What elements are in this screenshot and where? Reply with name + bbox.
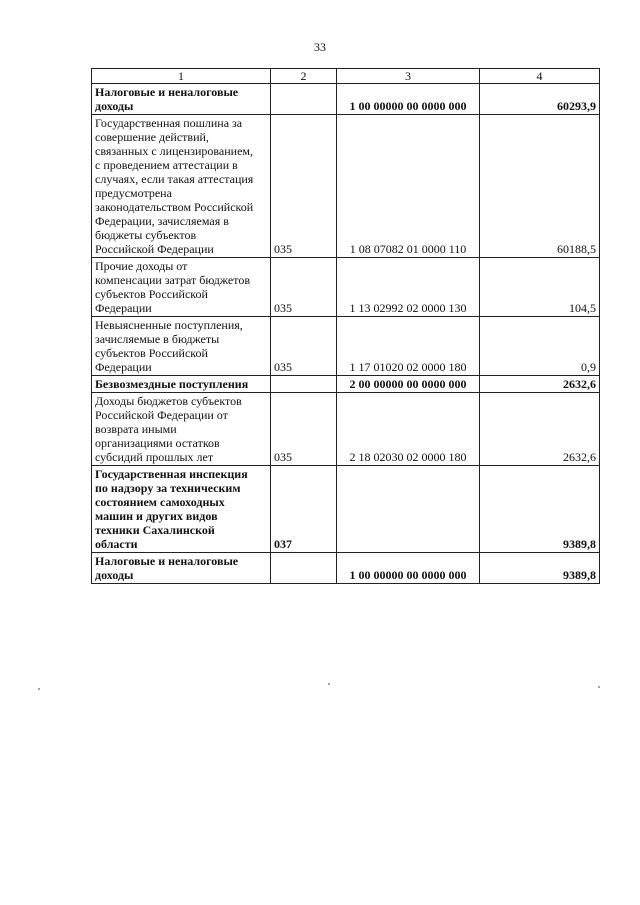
revenue-name-line: субъектов Российской <box>95 346 208 360</box>
classification-code-cell: 1 00 00000 00 0000 000 <box>337 84 480 115</box>
table-header-row <box>92 69 600 84</box>
administrator-code-cell <box>271 84 337 115</box>
classification-code-cell: 1 17 01020 02 0000 180 <box>337 317 480 376</box>
revenue-name-line: Федерации <box>95 360 152 374</box>
table-row <box>92 84 600 115</box>
administrator-code-cell <box>271 376 337 393</box>
table-row <box>92 553 600 584</box>
revenue-name-line: машин и других видов <box>95 509 218 523</box>
table-row <box>92 258 600 317</box>
administrator-code-cell: 035 <box>271 258 337 317</box>
amount-cell: 60293,9 <box>480 84 600 115</box>
table-body <box>92 84 600 584</box>
revenue-name-line: бюджеты субъектов <box>95 228 197 242</box>
column-header-3: 3 <box>337 69 480 84</box>
revenue-name-line: Невыясненные поступления, <box>95 318 243 332</box>
revenue-name-line: доходы <box>95 99 134 113</box>
scan-speck <box>38 688 40 690</box>
revenue-name-line: по надзору за техническим <box>95 481 241 495</box>
amount-cell: 60188,5 <box>480 115 600 258</box>
revenue-name-line: случаях, если такая аттестация <box>95 172 254 186</box>
table-row <box>92 393 600 466</box>
revenue-name-cell <box>92 466 271 553</box>
scan-speck <box>328 683 330 685</box>
classification-code-cell: 1 08 07082 01 0000 110 <box>337 115 480 258</box>
revenue-name-line: Налоговые и неналоговые <box>95 554 239 568</box>
classification-code-cell: 2 18 02030 02 0000 180 <box>337 393 480 466</box>
revenue-name-line: доходы <box>95 568 134 582</box>
revenue-name-line: Прочие доходы от <box>95 259 188 273</box>
revenue-name-cell <box>92 553 271 584</box>
revenue-name-cell <box>92 84 271 115</box>
classification-code-cell: 1 00 00000 00 0000 000 <box>337 553 480 584</box>
revenue-name-line: зачисляемые в бюджеты <box>95 332 220 346</box>
revenue-name-line: законодательством Российской <box>95 200 254 214</box>
table-row <box>92 466 600 553</box>
administrator-code-cell: 035 <box>271 393 337 466</box>
revenue-name-cell <box>92 115 271 258</box>
revenue-name-line: субъектов Российской <box>95 287 208 301</box>
revenue-name-line: предусмотрена <box>95 186 172 200</box>
amount-cell: 0,9 <box>480 317 600 376</box>
revenue-table <box>91 68 600 584</box>
administrator-code-cell: 035 <box>271 115 337 258</box>
table-row <box>92 376 600 393</box>
administrator-code-cell <box>271 553 337 584</box>
revenue-name-line: состоянием самоходных <box>95 495 225 509</box>
amount-cell: 2632,6 <box>480 376 600 393</box>
revenue-name-line: с проведением аттестации в <box>95 158 238 172</box>
revenue-name-line: связанных с лицензированием, <box>95 144 253 158</box>
revenue-name-cell <box>92 376 271 393</box>
table-row <box>92 317 600 376</box>
revenue-name-line: техники Сахалинской <box>95 523 215 537</box>
revenue-name-line: Федерации <box>95 301 152 315</box>
amount-cell: 104,5 <box>480 258 600 317</box>
revenue-name-line: возврата иными <box>95 422 177 436</box>
classification-code-cell <box>337 466 480 553</box>
amount-cell: 2632,6 <box>480 393 600 466</box>
column-header-4: 4 <box>480 69 600 84</box>
scan-speck <box>598 686 600 688</box>
table-row <box>92 115 600 258</box>
revenue-name-cell <box>92 258 271 317</box>
revenue-name-line: компенсации затрат бюджетов <box>95 273 251 287</box>
revenue-name-cell <box>92 393 271 466</box>
classification-code-cell: 2 00 00000 00 0000 000 <box>337 376 480 393</box>
page-number: 33 <box>314 40 326 54</box>
revenue-name-line: Государственная инспекция <box>95 467 248 481</box>
amount-cell: 9389,8 <box>480 553 600 584</box>
classification-code-cell: 1 13 02992 02 0000 130 <box>337 258 480 317</box>
revenue-name-line: Государственная пошлина за <box>95 116 243 130</box>
revenue-name-cell <box>92 317 271 376</box>
administrator-code-cell: 037 <box>271 466 337 553</box>
revenue-name-line: Доходы бюджетов субъектов <box>95 394 242 408</box>
revenue-name-line: Российской Федерации <box>95 242 214 256</box>
revenue-name-line: Безвозмездные поступления <box>95 377 249 391</box>
amount-cell: 9389,8 <box>480 466 600 553</box>
column-header-2: 2 <box>271 69 337 84</box>
revenue-name-line: организациями остатков <box>95 436 220 450</box>
administrator-code-cell: 035 <box>271 317 337 376</box>
revenue-name-line: Налоговые и неналоговые <box>95 85 239 99</box>
revenue-name-line: Федерации, зачисляемая в <box>95 214 229 228</box>
revenue-name-line: субсидий прошлых лет <box>95 450 214 464</box>
revenue-name-line: области <box>95 537 138 551</box>
revenue-name-line: Российской Федерации от <box>95 408 228 422</box>
column-header-1: 1 <box>92 69 271 84</box>
revenue-name-line: совершение действий, <box>95 130 209 144</box>
